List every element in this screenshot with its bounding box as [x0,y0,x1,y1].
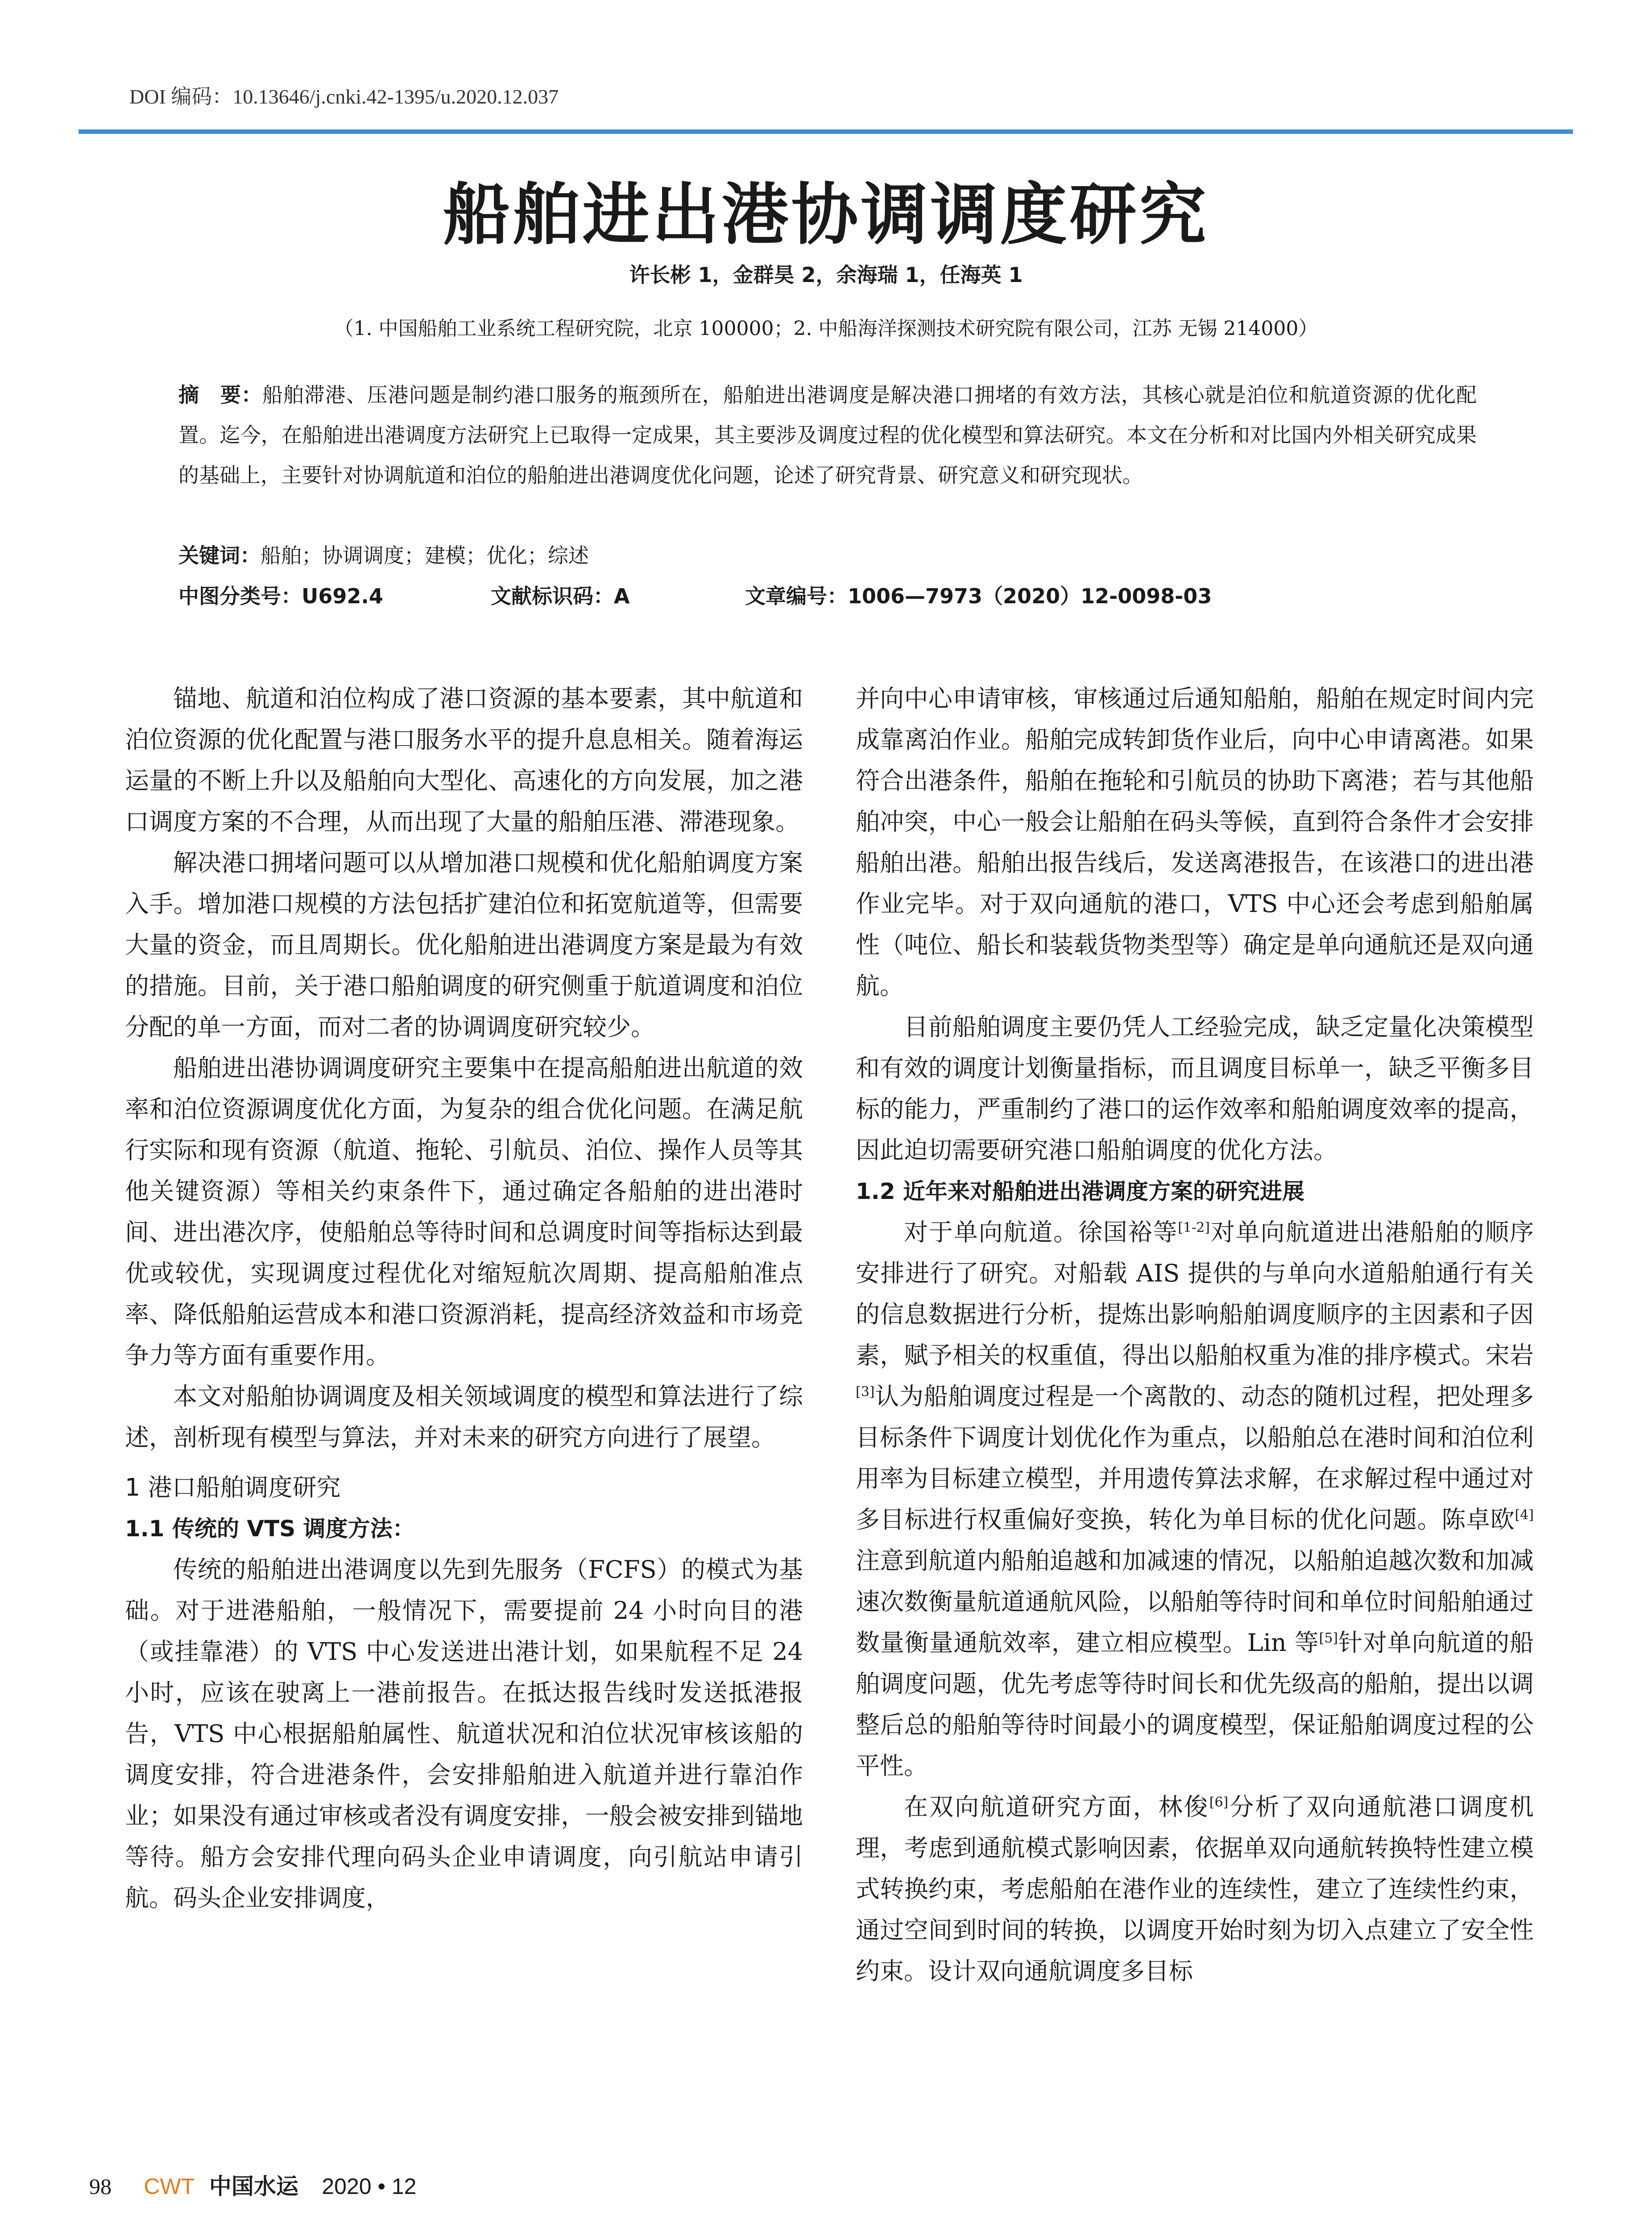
subsection-heading: 1.2 近年来对船舶进出港调度方案的研究进展 [856,1178,1304,1204]
abstract-label: 摘 要： [178,383,262,407]
authors: 许长彬 1，金群昊 2，余海瑞 1，任海英 1 [629,263,1023,287]
page-number: 98 [89,2174,112,2199]
affiliations: （1. 中国船舶工业系统工程研究院，北京 100000；2. 中船海洋探测技术研究院有限公司，江苏 无锡 214000） [334,317,1318,340]
keywords-label: 关键词： [178,543,261,568]
paper-title: 船舶进出港协调调度研究 [443,175,1209,254]
abstract-text: 船舶滞港、压港问题是制约港口服务的瓶颈所在，船舶进出港调度是解决港口拥堵的有效方法，其核心就是泊位和航道资源的优化配置。迄今，在船舶进出港调度方法研究上已取得一定成果，其主要涉及调度过程的优化模型和算法研究。本文在分析和对比国内外相关研究成果的基础上，主要针对协调航道和泊位的船舶进出港调度优化问题，论述了研究背景、研究意义和研究现状。 [178,383,1477,487]
section-heading: 1 港口船舶调度研究 [125,1473,341,1501]
paragraph: 锚地、航道和泊位构成了港口资源的基本要素，其中航道和泊位资源的优化配置与港口服务水平的提升息息相关。随着海运运量的不断上升以及船舶向大型化、高速化的方向发展，加之港口调度方案的不合理，从而出现了大量的船舶压港、滞港现象。 [125,684,803,836]
citation: [4] [1515,1507,1534,1523]
citation: [3] [856,1384,875,1400]
header-rule [79,129,1573,134]
paragraph: 对于单向航道。徐国裕等[1-2]对单向航道进出港船舶的顺序安排进行了研究。对船载 AIS 提供的与单向水道船舶通行有关的信息数据进行分析，提炼出影响船舶调度顺序的主因素和子因素，赋予相关的权重值，得出以船舶权重为准的排序模式。宋岩[3]认为船舶调度过程是一个离散的、动态的随机过程，把处理多目标条件下调度计划优化作为重点，以船舶总在港时间和泊位利用率为目标建立模型，并用遗传算法求解，在求解过程中通过对多目标进行权重偏好变换，转化为单目标的优化问题。陈卓欧[4]注意到航道内船舶追越和加减速的情况，以船舶追越次数和加减速次数衡量航道通航风险，以船舶等待时间和单位时间船舶通过数量衡量通航效率，建立相应模型。Lin 等[5]针对单向航道的船舶调度问题，优先考虑等待时间长和优先级高的船舶，提出以调整后总的船舶等待时间最小的调度模型，保证船舶调度过程的公平性。 [856,1218,1534,1780]
paragraph: 解决港口拥堵问题可以从增加港口规模和优化船舶调度方案入手。增加港口规模的方法包括扩建泊位和拓宽航道等，但需要大量的资金，而且周期长。优化船舶进出港调度方案是最为有效的措施。目前，关于港口船舶调度的研究侧重于航道调度和泊位分配的单一方面，而对二者的协调调度研究较少。 [125,849,803,1041]
keywords-text: 船舶；协调调度；建模；优化；综述 [261,543,589,568]
cwt-logo-text: CWT [144,2174,195,2199]
magazine-name: 中国水运 [209,2173,298,2199]
doi-line: DOI 编码：10.13646/j.cnki.42-1395/u.2020.12.037 [129,85,559,108]
right-column [856,678,1534,1992]
paragraph: 并向中心申请审核，审核通过后通知船舶，船舶在规定时间内完成靠离泊作业。船舶完成转卸货作业后，向中心申请离港。如果符合出港条件，船舶在拖轮和引航员的协助下离港；若与其他船舶冲突，中心一般会让船舶在码头等候，直到符合条件才会安排船舶出港。船舶出报告线后，发送离港报告，在该港口的进出港作业完毕。对于双向通航的港口，VTS 中心还会考虑到船舶属性（吨位、船长和装载货物类型等）确定是单向通航还是双向通航。 [856,684,1534,1000]
citation: [1-2] [1178,1220,1210,1236]
article-number: 文章编号：1006—7973（2020）12-0098-03 [745,584,1212,608]
clc-number: 中图分类号：U692.4 [178,584,383,608]
paragraph: 传统的船舶进出港调度以先到先服务（FCFS）的模式为基础。对于进港船舶，一般情况下，需要提前 24 小时向目的港（或挂靠港）的 VTS 中心发送进出港计划，如果航程不足 24 小时，应该在驶离上一港前报告。在抵达报告线时发送抵港报告，VTS 中心根据船舶属性、航道状况和泊位状况审核该船的调度安排，符合进港条件，会安排船舶进入航道并进行靠泊作业；如果没有通过审核或者没有调度安排，一般会被安排到锚地等待。船方会安排代理向码头企业申请调度，向引航站申请引航。码头企业安排调度， [125,1555,803,1912]
abstract [178,375,1477,495]
page-footer [89,2169,416,2201]
paragraph: 本文对船舶协调调度及相关领域调度的模型和算法进行了综述，剖析现有模型与算法，并对未来的研究方向进行了展望。 [125,1382,803,1451]
citation: [6] [1209,1795,1229,1810]
issue-number: 2020 • 12 [322,2174,417,2199]
paragraph: 在双向航道研究方面，林俊[6]分析了双向通航港口调度机理，考虑到通航模式影响因素，依据单双向通航转换特性建立模式转换约束，考虑船舶在港作业的连续性，建立了连续性约束，通过空间到时间的转换，以调度开始时刻为切入点建立了安全性约束。设计双向通航调度多目标 [856,1793,1534,1985]
document-code: 文献标识码：A [491,584,630,608]
keywords [178,538,1477,573]
subsection-heading: 1.1 传统的 VTS 调度方法： [125,1516,415,1542]
citation: [5] [1319,1630,1338,1646]
paragraph: 船舶进出港协调调度研究主要集中在提高船舶进出航道的效率和泊位资源调度优化方面，为复杂的组合优化问题。在满足航行实际和现有资源（航道、拖轮、引航员、泊位、操作人员等其他关键资源）等相关约束条件下，通过确定各船舶的进出港时间、进出港次序，使船舶总等待时间和总调度时间等指标达到最优或较优，实现调度过程优化对缩短航次周期、提高船舶准点率、降低船舶运营成本和港口资源消耗，提高经济效益和市场竞争力等方面有重要作用。 [125,1054,803,1369]
left-column [125,678,803,1919]
paragraph: 目前船舶调度主要仍凭人工经验完成，缺乏定量化决策模型和有效的调度计划衡量指标，而且调度目标单一，缺乏平衡多目标的能力，严重制约了港口的运作效率和船舶调度效率的提高，因此迫切需要研究港口船舶调度的优化方法。 [856,1013,1534,1164]
